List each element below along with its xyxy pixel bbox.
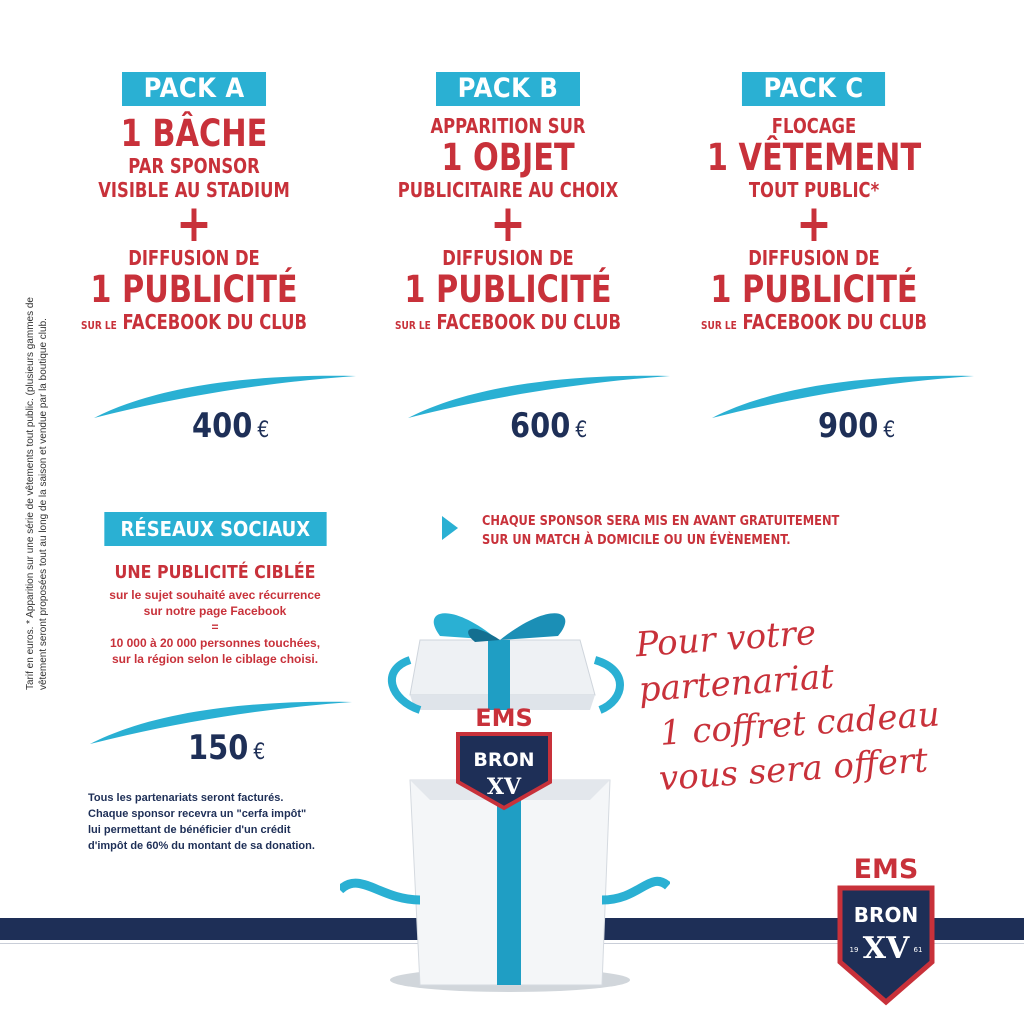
- pack-a-price: 400 €: [192, 406, 270, 446]
- svg-text:EMS: EMS: [853, 854, 919, 885]
- svg-text:EMS: EMS: [475, 704, 533, 732]
- svg-text:19: 19: [849, 946, 859, 954]
- billing-note: Tous les partenariats seront facturés. Chaque sponsor recevra un "cerfa impôt" lui permettant de bénéficier d'un crédit d'impôt de 60% du montant de sa donation.: [88, 792, 315, 852]
- social-price: 150 €: [188, 728, 266, 768]
- svg-text:XV: XV: [486, 774, 522, 800]
- pack-b-price: 600 €: [510, 406, 588, 446]
- pricing-footnote: Tarif en euros. * Apparition sur une série de vêtements tout public. (plusieurs gammes de vêtement seront proposées tout au long de la saison et vendue par la boutique club.: [25, 297, 49, 690]
- pack-c-publicite: 1 PUBLICITÉ: [710, 268, 918, 311]
- pack-a-line-3: VISIBLE AU STADIUM: [98, 178, 290, 202]
- pack-c-line-1: FLOCAGE: [771, 114, 857, 138]
- svg-text:61: 61: [913, 946, 923, 954]
- plus-sign: +: [490, 194, 526, 254]
- pack-b-line-3: PUBLICITAIRE AU CHOIX: [397, 178, 619, 202]
- pack-c-price: 900 €: [818, 406, 896, 446]
- pack-b-facebook: SUR LE FACEBOOK DU CLUB: [395, 310, 621, 334]
- gift-offer-text: Pour votre partenariat 1 coffret cadeau vous sera offert: [634, 612, 941, 800]
- plus-sign: +: [796, 194, 832, 254]
- plus-sign: +: [176, 194, 212, 254]
- pack-b-label: PACK B: [436, 72, 580, 106]
- pack-b: [358, 72, 658, 338]
- social-title: UNE PUBLICITÉ CIBLÉE: [114, 562, 316, 583]
- social-label: RÉSEAUX SOCIAUX: [104, 512, 326, 546]
- arrow-icon: [440, 514, 460, 542]
- gift-box-illustration: [340, 600, 670, 1020]
- pack-b-diffusion: DIFFUSION DE: [442, 246, 574, 270]
- pack-b-publicite: 1 PUBLICITÉ: [404, 268, 612, 311]
- svg-text:BRON: BRON: [853, 903, 919, 927]
- social-description: sur le sujet souhaité avec récurrence sur notre page Facebook = 10 000 à 20 000 personnes touchées, sur la région selon le ciblage choisi.: [109, 588, 321, 666]
- pack-a-publicite: 1 PUBLICITÉ: [90, 268, 298, 311]
- pack-a-diffusion: DIFFUSION DE: [128, 246, 260, 270]
- pack-c-line-3: TOUT PUBLIC*: [748, 178, 880, 202]
- pack-c-label: PACK C: [742, 72, 885, 106]
- pack-c: [664, 72, 964, 338]
- pack-a-label: PACK A: [122, 72, 266, 106]
- pack-c-facebook: SUR LE FACEBOOK DU CLUB: [701, 310, 927, 334]
- svg-text:BRON: BRON: [473, 749, 535, 771]
- pack-a-facebook: SUR LE FACEBOOK DU CLUB: [81, 310, 307, 334]
- pack-c-diffusion: DIFFUSION DE: [748, 246, 880, 270]
- pack-c-line-2: 1 VÊTEMENT: [706, 136, 922, 179]
- svg-text:XV: XV: [862, 931, 910, 966]
- pack-a: [44, 72, 344, 338]
- sponsor-highlight-note: CHAQUE SPONSOR SERA MIS EN AVANT GRATUITEMENT SUR UN MATCH À DOMICILE OU UN ÉVÈNEMENT.: [482, 514, 840, 548]
- club-logo: [836, 852, 936, 1012]
- social-pack: [80, 512, 350, 667]
- pack-b-line-1: APPARITION SUR: [430, 114, 586, 138]
- pack-b-line-2: 1 OBJET: [441, 136, 575, 179]
- pack-a-line-1: 1 BÂCHE: [120, 112, 268, 155]
- pack-a-line-2: PAR SPONSOR: [128, 154, 260, 178]
